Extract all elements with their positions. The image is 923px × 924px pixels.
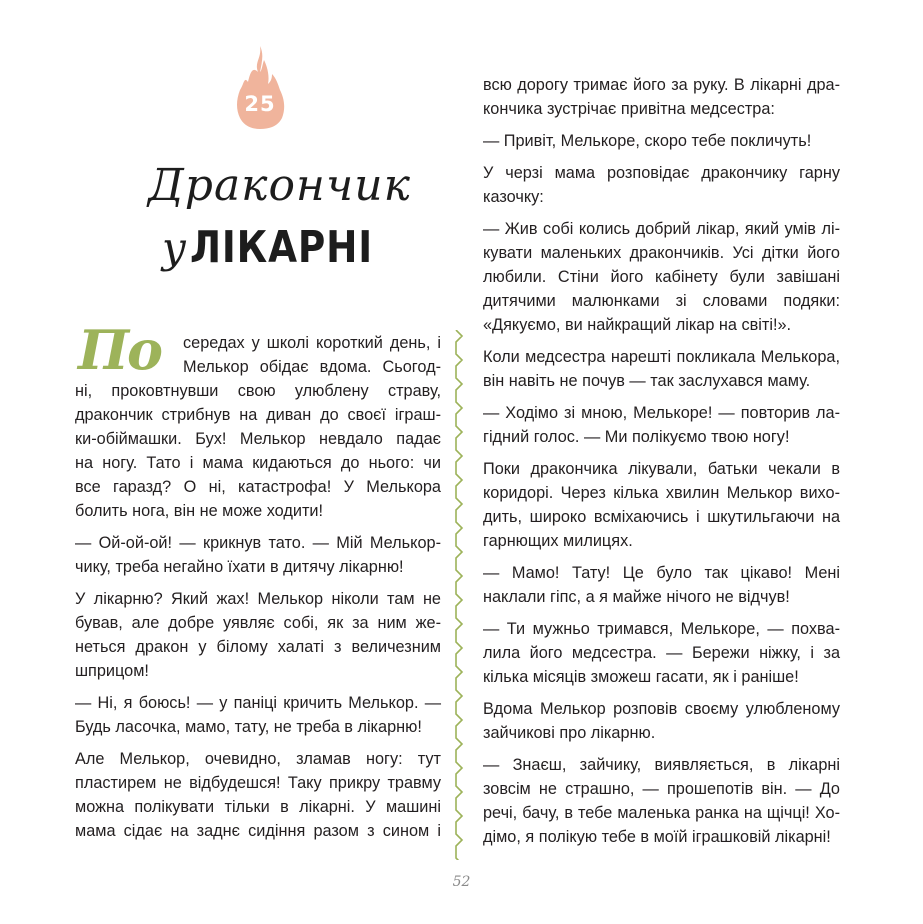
text-line: — Знаєш, зайчику, виявляється, в лікарні bbox=[483, 756, 840, 774]
text-line: У черзі мама розповідає дракончику гарну bbox=[483, 164, 840, 182]
paragraph bbox=[483, 345, 840, 393]
text-line: ні, проковтнувши свою улюблену страву, bbox=[75, 382, 441, 400]
text-line: У лікарню? Який жах! Мелькор ніколи там не bbox=[75, 590, 441, 608]
paragraph bbox=[483, 401, 840, 449]
text-line: неться дракон у білому халаті з величезним bbox=[75, 638, 441, 656]
text-line: бував, але добре уявляє собі, як за ним же- bbox=[75, 614, 441, 632]
text-line: можна полікувати тільки в лікарні. У машині bbox=[75, 798, 441, 816]
text-line: чику, треба негайно їхати в дитячу лікарню! bbox=[75, 558, 404, 576]
paragraph bbox=[483, 457, 840, 553]
text-line: «Дякуємо, ви найкращий лікар на світі!». bbox=[483, 316, 792, 334]
text-line: мама сідає на заднє сидіння разом з сином і bbox=[75, 822, 441, 840]
text-line: — Ти мужньо тримався, Мелькоре, — похва- bbox=[483, 620, 840, 638]
text-line: дракончик стрибнув на диван до своєї іграш- bbox=[75, 406, 441, 424]
text-line: Будь ласочка, мамо, тату, не треба в лікарню! bbox=[75, 718, 422, 736]
text-line: любили. Стіни його кабінету були завішані bbox=[483, 268, 840, 286]
text-line: все гаразд? О ні, катастрофа! У Мелькора bbox=[75, 478, 441, 496]
text-line: кончика зустрічає привітна медсестра: bbox=[483, 100, 775, 118]
text-line: — Ходімо зі мною, Мелькоре! — повторив ла- bbox=[483, 404, 840, 422]
paragraph bbox=[483, 161, 840, 209]
paragraph bbox=[75, 587, 441, 683]
paragraph bbox=[483, 561, 840, 609]
text-line: — Ой-ой-ой! — крикнув тато. — Мій Мелькор- bbox=[75, 534, 441, 552]
left-column bbox=[75, 331, 441, 851]
chapter-title-line2 bbox=[162, 222, 406, 273]
text-line: на ногу. Тато і мама кидаються до нього: чи bbox=[75, 454, 441, 472]
paragraph bbox=[483, 73, 840, 121]
chapter-number: 25 bbox=[244, 92, 276, 116]
text-line: Вдома Мелькор розповів своєму улюбленому bbox=[483, 700, 840, 718]
page-number: 52 bbox=[452, 874, 471, 890]
text-line: речі, бачу, в тебе маленька ранка на щічці! Хо- bbox=[483, 804, 840, 822]
chapter-title-word: ЛІКАРНІ bbox=[190, 222, 374, 273]
text-line: Коли медсестра нарешті покликала Мелькора, bbox=[483, 348, 840, 366]
text-line: дить, широко всміхаючись і шкутильгаючи на bbox=[483, 508, 840, 526]
text-line: — Ні, я боюсь! — у паніці кричить Мелькор. — bbox=[75, 694, 441, 712]
paragraph bbox=[75, 531, 441, 579]
text-line: кувати маленьких дракончиків. Усі дітки його bbox=[483, 244, 840, 262]
text-line: — Жив собі колись добрий лікар, який умів лі- bbox=[483, 220, 840, 238]
paragraph bbox=[75, 331, 441, 523]
drop-cap: По bbox=[78, 318, 162, 382]
paragraph bbox=[75, 747, 441, 843]
text-line: середах у школі короткий день, і bbox=[183, 334, 441, 352]
paragraph bbox=[483, 217, 840, 337]
text-line: дитячими малюнками зі словами подяки: bbox=[483, 292, 840, 310]
text-line: лила його медсестра. — Бережи ніжку, і за bbox=[483, 644, 840, 662]
text-line: Мелькор обідає вдома. Сьогод- bbox=[183, 358, 441, 376]
text-line: дімо, я полікую тебе в моїй іграшковій лікарні! bbox=[483, 828, 831, 846]
paragraph bbox=[483, 753, 840, 849]
text-line: — Привіт, Мелькоре, скоро тебе покличуть! bbox=[483, 132, 812, 150]
text-line: кілька місяців зможеш гасати, як і раніше! bbox=[483, 668, 799, 686]
text-line: зайчикові про лікарню. bbox=[483, 724, 656, 742]
text-line: пластирем не відбудешся! Таку прикру травму bbox=[75, 774, 441, 792]
text-line: наклали гіпс, а я майже нічого не відчув! bbox=[483, 588, 790, 606]
text-line: казочку: bbox=[483, 188, 544, 206]
text-line: ки-обіймашки. Бух! Мелькор невдало падає bbox=[75, 430, 441, 448]
text-line: гідний голос. — Ми полікуємо твою ногу! bbox=[483, 428, 790, 446]
chapter-title-line1: Дракончик bbox=[148, 160, 411, 211]
text-line: Але Мелькор, очевидно, зламав ногу: тут bbox=[75, 750, 441, 768]
right-column bbox=[483, 73, 840, 857]
paragraph bbox=[483, 617, 840, 689]
text-line: гарнющих милицях. bbox=[483, 532, 633, 550]
paragraph bbox=[483, 129, 840, 153]
wavy-divider bbox=[448, 330, 464, 860]
paragraph bbox=[75, 691, 441, 739]
chapter-title-preposition: у bbox=[162, 223, 187, 272]
flame-icon bbox=[232, 44, 288, 130]
paragraph bbox=[483, 697, 840, 745]
text-line: болить нога, він не може ходити! bbox=[75, 502, 324, 520]
text-line: він навіть не почув — так заслухався маму. bbox=[483, 372, 811, 390]
text-line: шприцом! bbox=[75, 662, 149, 680]
text-line: коридорі. Через кілька хвилин Мелькор вихо- bbox=[483, 484, 840, 502]
text-line: зовсім не страшно, — прошепотів він. — До bbox=[483, 780, 840, 798]
text-line: Поки дракончика лікували, батьки чекали в bbox=[483, 460, 840, 478]
text-line: всю дорогу тримає його за руку. В лікарні дра- bbox=[483, 76, 840, 94]
text-line: — Мамо! Тату! Це було так цікаво! Мені bbox=[483, 564, 840, 582]
